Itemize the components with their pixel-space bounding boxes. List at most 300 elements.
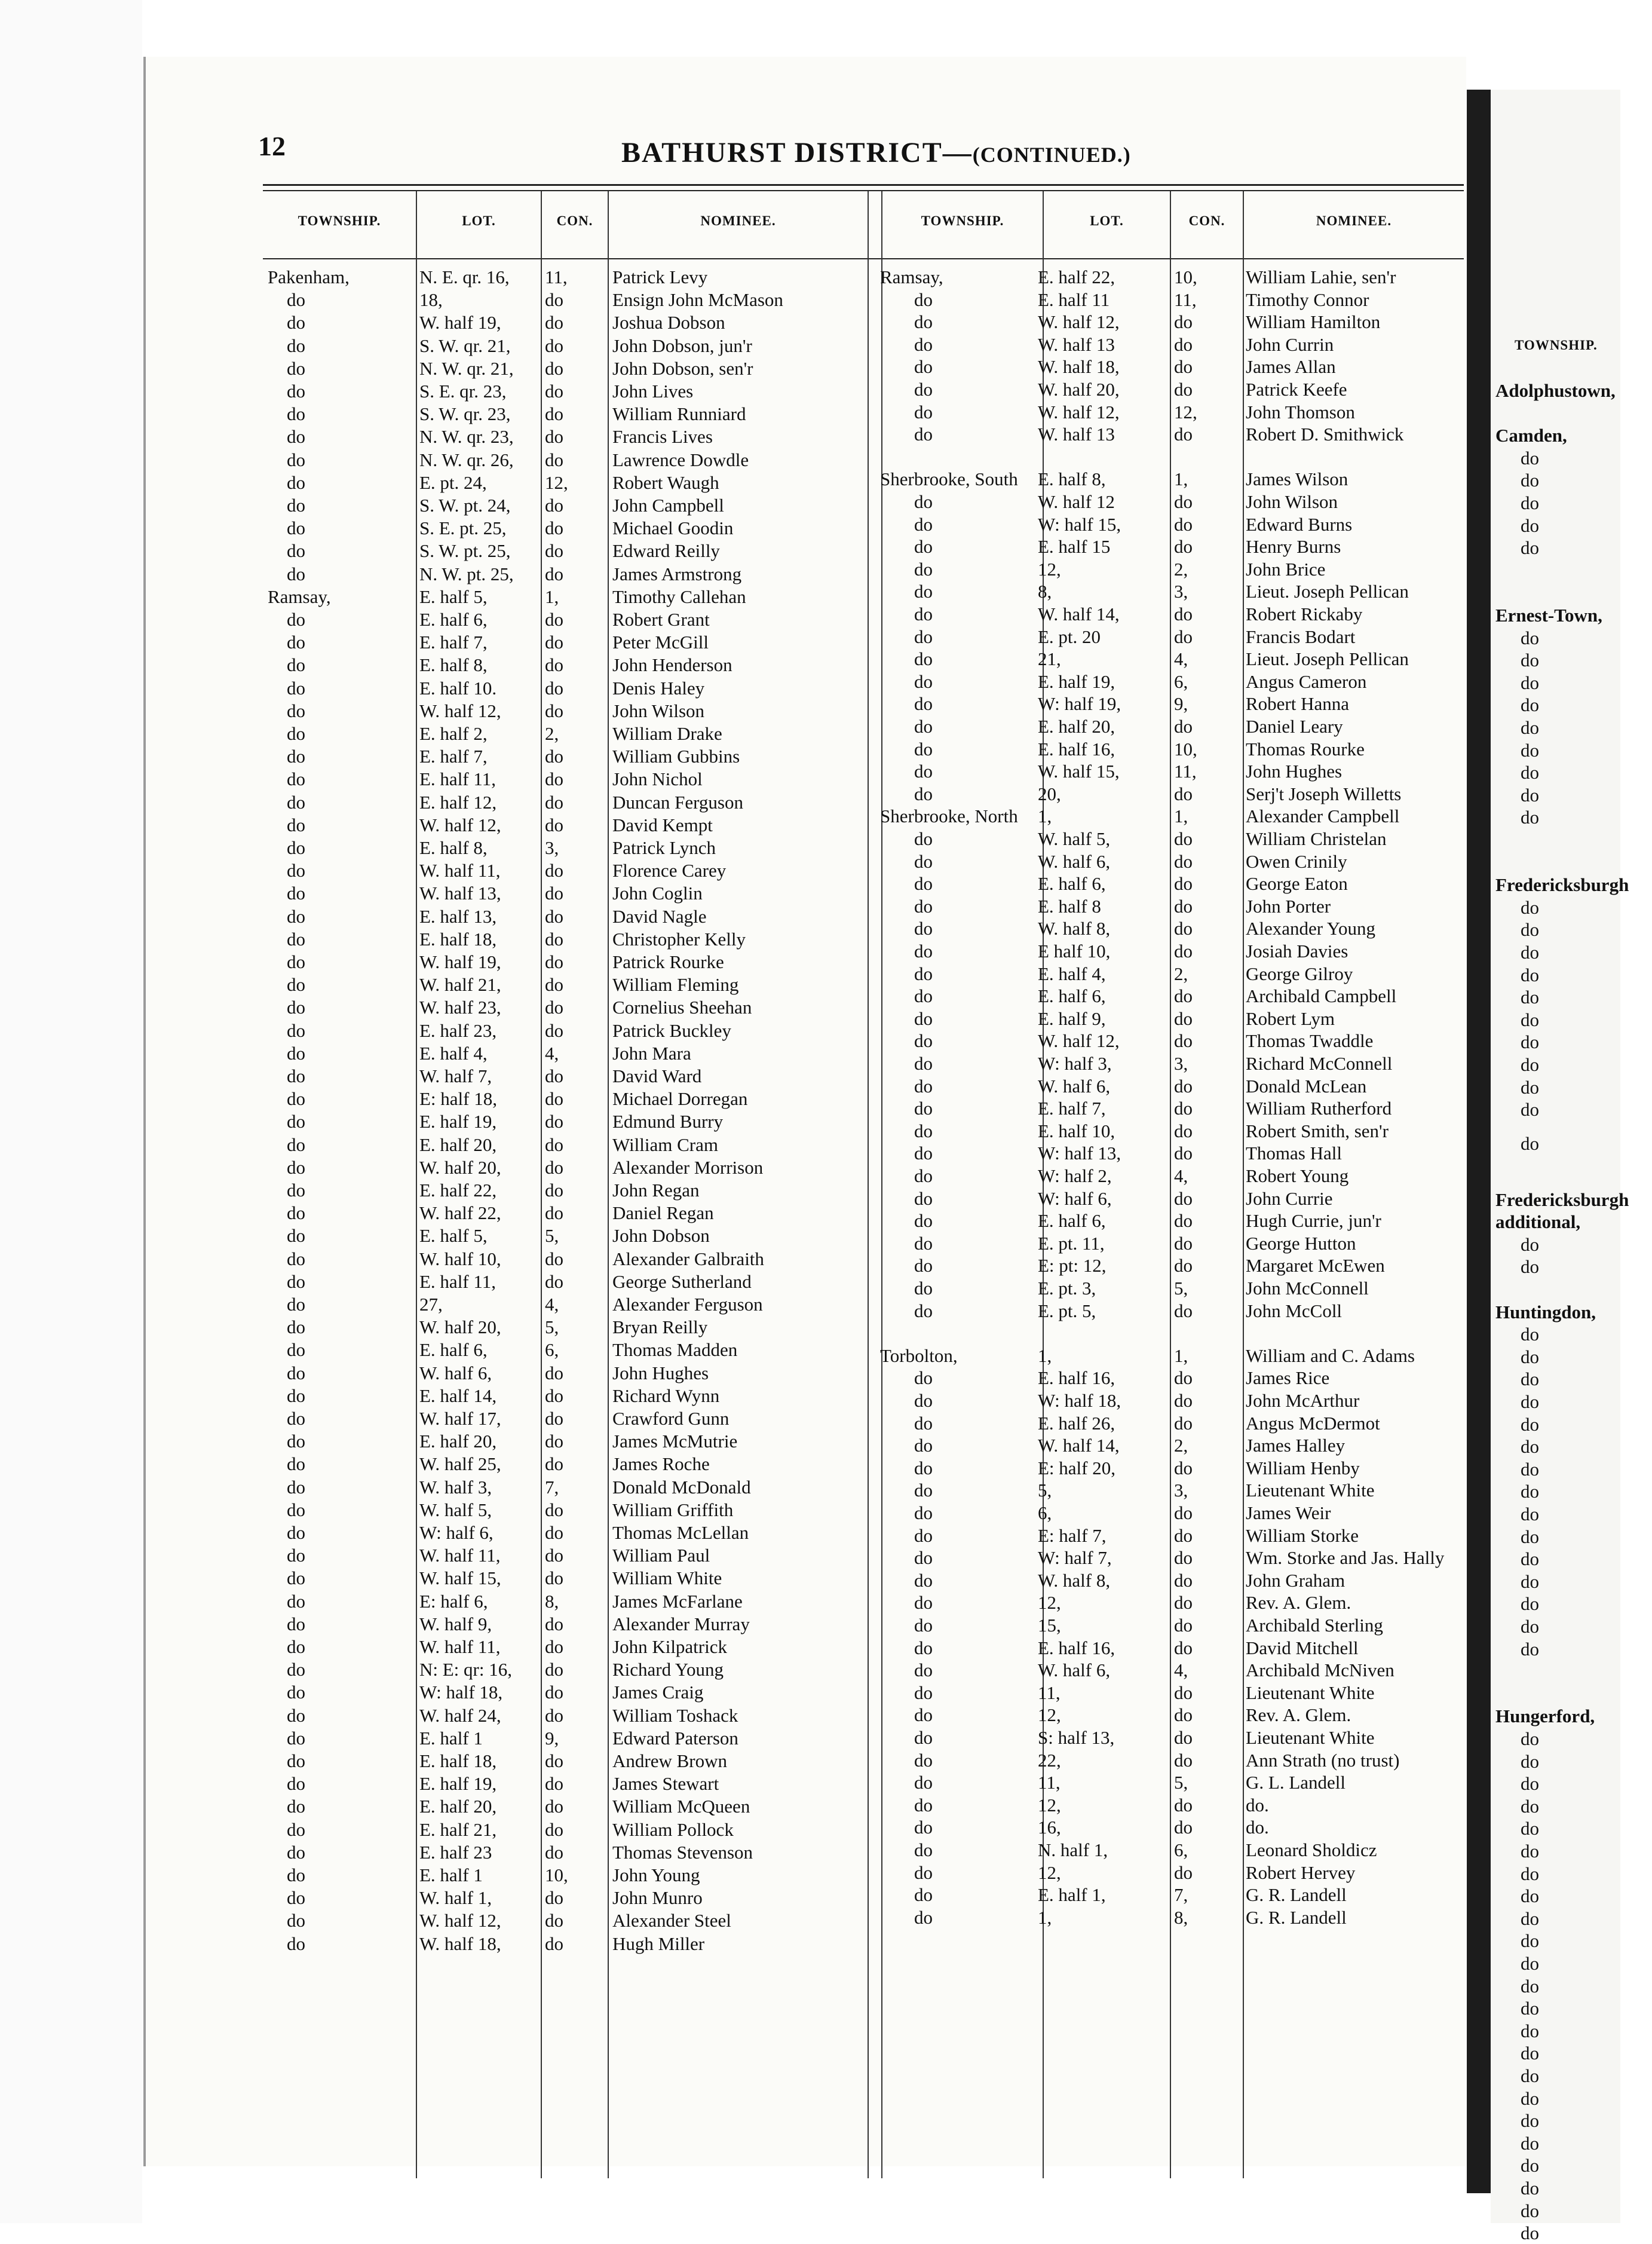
table-row — [875, 1637, 1476, 1659]
next-page-row: do — [1521, 2200, 1539, 2221]
lot-cell: W. half 20, — [1038, 379, 1120, 400]
con-cell: do — [545, 518, 563, 539]
nominee-cell: Robert Hanna — [1246, 693, 1350, 715]
nominee-cell: John Dobson, sen'r — [612, 357, 753, 379]
con-cell: do — [545, 928, 563, 950]
nominee-cell: Lawrence Dowdle — [612, 449, 749, 470]
con-cell: do — [1174, 491, 1193, 512]
next-page-row: do — [1521, 627, 1539, 648]
next-page-row: do — [1521, 1009, 1539, 1030]
lot-cell: 12, — [1038, 1592, 1061, 1614]
con-cell: 8, — [1174, 1906, 1188, 1928]
township-cell: do — [287, 1294, 305, 1315]
table-row — [875, 1479, 1476, 1501]
township-cell: do — [914, 1502, 933, 1523]
next-page-row: do — [1521, 2020, 1539, 2041]
lot-cell: W. half 19, — [419, 951, 501, 972]
nominee-cell: Donald McDonald — [612, 1476, 751, 1498]
lot-cell: W. half 11, — [419, 1545, 501, 1566]
nominee-cell: William White — [612, 1568, 722, 1589]
next-page-row: do — [1521, 1054, 1539, 1075]
township-cell: do — [287, 312, 305, 333]
lot-cell: W: half 3, — [1038, 1053, 1112, 1074]
con-cell: 9, — [1174, 693, 1188, 715]
con-cell: do — [545, 1385, 563, 1406]
table-row — [875, 580, 1476, 602]
table-row — [875, 1771, 1476, 1793]
nominee-cell: Bryan Reilly — [612, 1317, 708, 1338]
township-cell: do — [914, 491, 933, 512]
lot-cell: E. half 9, — [1038, 1008, 1106, 1029]
next-page-row: do — [1521, 1953, 1539, 1974]
lot-cell: E. half 19, — [1038, 671, 1115, 692]
township-cell: Sherbrooke, South — [880, 469, 1018, 490]
nominee-cell: Alexander Morrison — [612, 1156, 764, 1178]
next-page-row: do — [1521, 919, 1539, 941]
con-cell: do — [545, 997, 563, 1018]
township-cell: do — [914, 311, 933, 333]
township-cell: do — [287, 1750, 305, 1771]
table-row — [875, 1591, 1476, 1614]
con-cell: do — [1174, 1592, 1193, 1614]
nominee-cell: Thomas Hall — [1246, 1143, 1342, 1164]
con-cell: do — [545, 312, 563, 333]
table-row — [263, 951, 863, 973]
township-cell: do — [914, 941, 933, 962]
nominee-cell: David Ward — [612, 1066, 702, 1086]
table-row — [875, 963, 1476, 985]
lot-cell: E. half 10. — [419, 677, 497, 699]
lot-cell: W. half 10, — [419, 1248, 501, 1269]
lot-cell: E. half 1, — [1038, 1884, 1106, 1906]
con-cell: do — [1174, 1862, 1193, 1883]
lot-cell: E. half 11, — [419, 1271, 496, 1292]
lot-cell: E. half 21, — [419, 1819, 497, 1840]
nominee-cell: Richard Wynn — [612, 1385, 720, 1406]
nominee-cell: George Sutherland — [612, 1271, 752, 1292]
nominee-cell: William Christelan — [1246, 828, 1387, 849]
next-page-row: do — [1521, 1132, 1539, 1154]
table-row — [875, 1704, 1476, 1726]
table-row — [263, 837, 863, 859]
table-row — [875, 535, 1476, 558]
lot-cell: E half 10, — [1038, 941, 1111, 962]
con-cell: 11, — [1174, 761, 1197, 782]
lot-cell: W: half 6, — [419, 1522, 494, 1543]
table-row — [875, 895, 1476, 917]
table-row — [263, 289, 863, 311]
next-page-row: do — [1521, 942, 1539, 963]
township-cell: do — [914, 1839, 933, 1860]
next-page-row: do — [1521, 650, 1539, 671]
table-row — [263, 425, 863, 448]
township-cell: do — [287, 381, 305, 402]
lot-cell: E. half 7, — [419, 632, 488, 653]
con-cell: do — [1174, 1502, 1193, 1523]
township-cell: do — [287, 1819, 305, 1840]
con-cell: 12, — [1174, 401, 1197, 423]
township-cell: do — [914, 1008, 933, 1029]
table-row — [263, 1681, 863, 1703]
table-row — [263, 1658, 863, 1680]
nominee-cell: John Regan — [612, 1180, 700, 1201]
lot-cell: W: half 7, — [1038, 1547, 1112, 1569]
lot-cell: E. half 16, — [1038, 1367, 1115, 1389]
nominee-cell: Patrick Levy — [612, 267, 708, 287]
nominee-cell: Owen Crinily — [1246, 850, 1347, 872]
table-row — [263, 1248, 863, 1270]
con-cell: do — [1174, 311, 1193, 333]
township-cell: do — [914, 1390, 933, 1411]
nominee-cell: Lieut. Joseph Pellican — [1246, 648, 1409, 670]
nominee-cell: Cornelius Sheehan — [612, 997, 752, 1018]
con-cell: 10, — [1174, 267, 1197, 287]
nominee-cell: George Gilroy — [1246, 963, 1353, 984]
lot-cell: W: half 13, — [1038, 1143, 1121, 1164]
township-cell: do — [287, 951, 305, 972]
lot-cell: W. half 21, — [419, 974, 501, 996]
con-cell: 11, — [1174, 289, 1197, 310]
con-cell: 6, — [545, 1339, 559, 1361]
nominee-cell: William Pollock — [612, 1819, 734, 1840]
table-row — [263, 1933, 863, 1955]
nominee-cell: John Dobson — [612, 1225, 710, 1247]
table-row — [875, 985, 1476, 1007]
lot-cell: W. half 11, — [419, 860, 501, 881]
nominee-cell: William Griffith — [612, 1499, 734, 1520]
table-row — [263, 1521, 863, 1544]
nominee-cell: Alexander Murray — [612, 1613, 750, 1634]
nominee-cell: Robert Young — [1246, 1165, 1349, 1186]
township-cell: do — [914, 1120, 933, 1141]
con-cell: do — [1174, 1187, 1193, 1209]
township-cell: do — [287, 1317, 305, 1338]
con-cell: do — [545, 1819, 563, 1840]
table-row — [875, 1457, 1476, 1479]
lot-cell: E. half 15 — [1038, 536, 1111, 558]
table-row — [875, 760, 1476, 782]
lot-cell: W: half 2, — [1038, 1165, 1112, 1186]
township-cell: do — [914, 1210, 933, 1232]
table-row — [263, 768, 863, 790]
table-row — [263, 1316, 863, 1338]
next-page-row: do — [1521, 717, 1539, 738]
table-row — [875, 1412, 1476, 1434]
table-row — [875, 648, 1476, 670]
con-cell: do — [545, 1180, 563, 1201]
next-page-row: do — [1521, 1908, 1539, 1929]
lot-cell: 1, — [1038, 1345, 1052, 1366]
next-page-row: do — [1521, 1638, 1539, 1660]
lot-cell: E. half 6, — [1038, 873, 1106, 895]
header-township: TOWNSHIP. — [298, 213, 381, 228]
table-row — [875, 446, 1476, 468]
table-row — [263, 1407, 863, 1429]
con-cell: do — [545, 1704, 563, 1726]
table-row — [263, 677, 863, 699]
township-cell: do — [287, 1020, 305, 1041]
lot-cell: 21, — [1038, 648, 1061, 670]
nominee-cell: William Fleming — [612, 974, 739, 996]
next-page-row: do — [1521, 987, 1539, 1008]
con-cell: do — [545, 540, 563, 562]
con-cell: do — [1174, 918, 1193, 939]
lot-cell: E. half 19, — [419, 1111, 497, 1132]
township-cell: do — [914, 1278, 933, 1299]
lot-cell: W. half 15, — [1038, 761, 1120, 782]
township-cell: Torbolton, — [880, 1345, 958, 1366]
con-cell: 1, — [1174, 806, 1188, 827]
nominee-cell: Alexander Ferguson — [612, 1294, 763, 1315]
township-cell: do — [914, 1143, 933, 1164]
con-cell: do — [1174, 1210, 1193, 1232]
township-cell: do — [914, 828, 933, 849]
con-cell: do — [1174, 536, 1193, 558]
lot-cell: E. half 5, — [419, 586, 488, 607]
nominee-cell: Patrick Buckley — [612, 1020, 731, 1041]
table-row — [263, 1704, 863, 1726]
table-row — [263, 1499, 863, 1521]
next-page-row: do — [1521, 1885, 1539, 1907]
township-cell: do — [914, 1300, 933, 1321]
next-page-row: do — [1521, 537, 1539, 559]
lot-cell: W. half 6, — [419, 1362, 492, 1383]
con-cell: do — [1174, 1749, 1193, 1771]
nominee-cell: Robert Hervey — [1246, 1862, 1356, 1883]
next-page-row: do — [1521, 1616, 1539, 1637]
con-cell: do — [1174, 716, 1193, 737]
con-cell: do — [545, 1613, 563, 1634]
con-cell: do — [1174, 1232, 1193, 1254]
table-row — [875, 671, 1476, 693]
township-cell: do — [287, 1522, 305, 1543]
lot-cell: W. half 12, — [1038, 1030, 1120, 1052]
lot-cell: N. W. qr. 26, — [419, 449, 514, 470]
lot-cell: E. pt. 3, — [1038, 1278, 1096, 1299]
nominee-cell: James Roche — [612, 1453, 710, 1475]
lot-cell: E. half 19, — [419, 1773, 497, 1795]
nominee-cell: John McColl — [1246, 1300, 1343, 1321]
township-cell: do — [914, 1412, 933, 1434]
table-row — [263, 1293, 863, 1315]
con-cell: 7, — [1174, 1884, 1188, 1906]
township-cell: do — [914, 671, 933, 692]
table-row — [875, 1254, 1476, 1276]
lot-cell: E. half 18, — [419, 928, 497, 950]
lot-cell: 11, — [1038, 1772, 1061, 1793]
township-cell: do — [914, 1704, 933, 1726]
lot-cell: W: half 19, — [1038, 693, 1121, 715]
table-row — [875, 1097, 1476, 1119]
township-cell: do — [287, 1088, 305, 1110]
next-page-row: do — [1521, 1413, 1539, 1435]
table-row — [263, 472, 863, 494]
con-cell: do — [545, 1134, 563, 1155]
nominee-cell: Robert Smith, sen'r — [1246, 1120, 1389, 1141]
con-cell: 3, — [1174, 1480, 1188, 1501]
next-page-row: Fredericksburgh — [1495, 1189, 1629, 1210]
township-cell: do — [287, 883, 305, 904]
nominee-cell: William McQueen — [612, 1796, 750, 1817]
header-con: CON. — [1188, 213, 1225, 228]
next-page-row: do — [1521, 1233, 1539, 1255]
township-cell: do — [287, 700, 305, 721]
lot-cell: W. half 13 — [1038, 424, 1115, 445]
con-cell: 3, — [1174, 581, 1188, 602]
table-row — [263, 1750, 863, 1772]
con-cell: do — [545, 1111, 563, 1132]
township-cell: do — [287, 357, 305, 379]
next-page-row: do — [1521, 2043, 1539, 2064]
township-cell: do — [914, 1165, 933, 1186]
lot-cell: S: half 13, — [1038, 1727, 1115, 1748]
nominee-cell: John Graham — [1246, 1569, 1345, 1591]
con-cell: 5, — [545, 1317, 559, 1338]
nominee-cell: John McArthur — [1246, 1390, 1360, 1411]
table-row — [263, 1864, 863, 1886]
township-cell: do — [914, 1660, 933, 1681]
table-row — [875, 1816, 1476, 1838]
next-page-row: do — [1521, 1930, 1539, 1952]
lot-cell: E. half 16, — [1038, 738, 1115, 760]
next-page-row: Fredericksburgh — [1495, 874, 1629, 896]
township-cell: do — [914, 333, 933, 355]
nominee-cell: William Hamilton — [1246, 311, 1381, 333]
next-page-row: do — [1521, 515, 1539, 536]
con-cell: do — [545, 495, 563, 516]
township-cell: do — [914, 626, 933, 647]
township-cell: do — [287, 1385, 305, 1406]
con-cell: 4, — [545, 1294, 559, 1315]
nominee-cell: Alexander Steel — [612, 1910, 731, 1931]
table-row — [263, 1567, 863, 1589]
table-row — [875, 1839, 1476, 1861]
table-row — [875, 626, 1476, 648]
con-cell: 10, — [1174, 738, 1197, 760]
nominee-cell: Angus McDermot — [1246, 1412, 1380, 1434]
township-cell: do — [287, 563, 305, 584]
lot-cell: N. E. qr. 16, — [419, 267, 510, 287]
next-page-row: do — [1521, 470, 1539, 491]
township-cell: do — [914, 1547, 933, 1569]
table-row — [875, 266, 1476, 288]
lot-cell: E. half 6, — [419, 609, 488, 630]
con-cell: do — [545, 1020, 563, 1041]
con-cell: 11, — [545, 267, 568, 287]
nominee-cell: James Weir — [1246, 1502, 1331, 1523]
lot-cell: W. half 6, — [1038, 1075, 1111, 1097]
township-cell: do — [914, 558, 933, 580]
con-cell: do — [1174, 1143, 1193, 1164]
table-row — [875, 805, 1476, 827]
nominee-cell: William Paul — [612, 1545, 710, 1566]
lot-cell: 8, — [1038, 581, 1052, 602]
township-cell: do — [287, 905, 305, 927]
con-cell: do — [545, 1431, 563, 1452]
con-cell: do — [545, 905, 563, 927]
table-row — [263, 723, 863, 745]
con-cell: do — [545, 1202, 563, 1224]
page-title-suffix: (CONTINUED.) — [972, 143, 1131, 167]
lot-cell: W: half 18, — [419, 1682, 503, 1703]
nominee-cell: Florence Carey — [612, 860, 727, 881]
township-cell: do — [287, 1408, 305, 1429]
nominee-cell: Lieut. Joseph Pellican — [1246, 581, 1409, 602]
township-cell: do — [914, 289, 933, 310]
page-number: 12 — [258, 131, 286, 161]
table-row — [263, 814, 863, 836]
nominee-cell: G. R. Landell — [1246, 1906, 1347, 1928]
table-row — [875, 558, 1476, 580]
nominee-cell: John Brice — [1246, 558, 1326, 580]
con-cell: 1, — [1174, 1345, 1188, 1366]
township-cell: do — [287, 997, 305, 1018]
table-row — [875, 1120, 1476, 1142]
township-cell: do — [287, 1111, 305, 1132]
lot-cell: W. half 18, — [1038, 356, 1120, 378]
table-row — [263, 1385, 863, 1407]
township-cell: do — [914, 424, 933, 445]
table-row — [263, 859, 863, 881]
nominee-cell: George Eaton — [1246, 873, 1348, 895]
con-cell: do — [545, 700, 563, 721]
lot-cell: N: E: qr: 16, — [419, 1659, 512, 1680]
next-page-row: do — [1521, 1750, 1539, 1772]
nominee-cell: G. R. Landell — [1246, 1884, 1347, 1906]
table-row — [875, 1659, 1476, 1681]
lot-cell: E. pt. 20 — [1038, 626, 1101, 647]
township-cell: do — [287, 1590, 305, 1612]
con-cell: do — [1174, 873, 1193, 895]
con-cell: do — [545, 1910, 563, 1931]
next-page-row: do — [1521, 1863, 1539, 1884]
table-row — [263, 563, 863, 585]
table-row — [263, 745, 863, 767]
lot-cell: E: pt: 12, — [1038, 1255, 1107, 1276]
table-row — [875, 940, 1476, 962]
lot-cell: E: half 20, — [1038, 1457, 1115, 1478]
township-cell: do — [287, 1362, 305, 1383]
lot-cell: W. half 14, — [1038, 604, 1120, 624]
lot-cell: W. half 12, — [419, 814, 501, 835]
lot-cell: W. half 6, — [1038, 850, 1111, 872]
township-cell: do — [287, 677, 305, 699]
township-cell: do — [287, 1727, 305, 1749]
township-cell: do — [914, 401, 933, 423]
con-cell: 1, — [545, 586, 559, 607]
township-cell: do — [914, 1187, 933, 1209]
header-nominee: NOMINEE. — [700, 213, 776, 228]
con-cell: do — [1174, 1615, 1193, 1636]
table-row — [875, 491, 1476, 513]
lot-cell: E. half 10, — [1038, 1120, 1115, 1141]
nominee-cell: Rev. A. Glem. — [1246, 1704, 1351, 1726]
nominee-cell: Edward Paterson — [612, 1727, 738, 1749]
next-page-row: do — [1521, 1076, 1539, 1098]
lot-cell: W. half 9, — [419, 1613, 492, 1634]
con-cell: do — [545, 563, 563, 584]
lot-cell: E: half 7, — [1038, 1524, 1107, 1546]
lot-cell: E. half 4, — [419, 1042, 488, 1064]
lot-cell: W. half 24, — [419, 1704, 501, 1726]
lot-cell: W. half 12, — [419, 700, 501, 721]
lot-cell: E. half 6, — [419, 1339, 488, 1361]
next-page-row: do — [1521, 1548, 1539, 1570]
nominee-cell: David Nagle — [612, 905, 707, 927]
con-cell: do — [1174, 1547, 1193, 1569]
next-page-row: do — [1521, 762, 1539, 783]
nominee-cell: Josiah Davies — [1246, 941, 1348, 962]
